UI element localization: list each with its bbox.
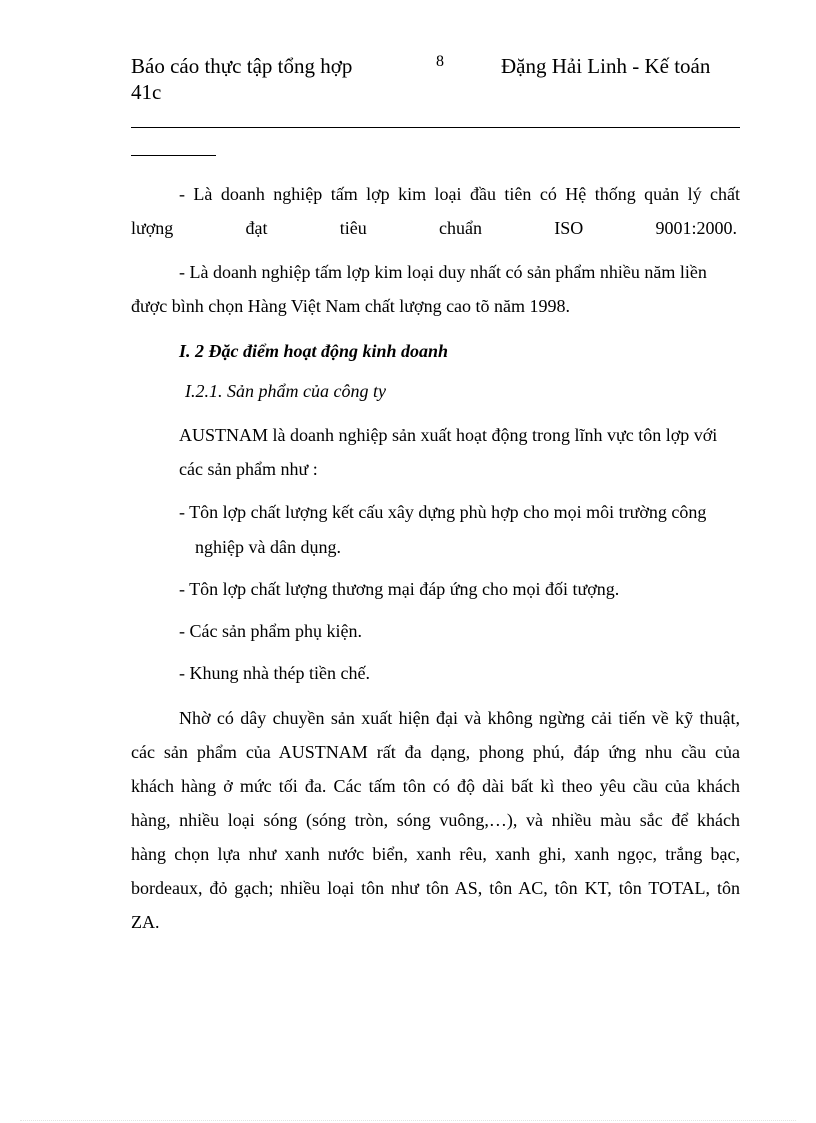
- product-item-2: - Tôn lợp chất lượng thương mại đáp ứng cho mọi đối tượng.: [179, 579, 620, 599]
- product-item-1-line2: nghiệp và dân dụng.: [195, 537, 341, 557]
- section-heading: I. 2 Đặc điểm hoạt động kinh doanh: [179, 341, 449, 361]
- product-item-1-line1: - Tôn lợp chất lượng kết cấu xây dựng phù hợp cho mọi môi trường công: [179, 502, 707, 522]
- header-class-code: 41c: [131, 80, 162, 104]
- header-report-title: Báo cáo thực tập tổng hợp: [131, 54, 353, 78]
- intro-line2: các sản phẩm như :: [179, 459, 318, 479]
- paragraph-line: hàng, nhiều loại sóng (sóng tròn, sóng vuông,…), và nhiều màu sắc để khách: [131, 810, 740, 830]
- header-divider-short: [131, 155, 216, 156]
- page-number: 8: [436, 53, 444, 70]
- paragraph-line: hàng chọn lựa như xanh nước biển, xanh rêu, xanh ghi, xanh ngọc, trắng bạc,: [131, 844, 740, 864]
- paragraph-line: khách hàng ở mức tối đa. Các tấm tôn có độ dài bất kì theo yêu cầu của khách: [131, 776, 740, 796]
- page-bottom-edge: [20, 1120, 796, 1121]
- paragraph-line: ZA.: [131, 912, 160, 932]
- bullet-award-line1: - Là doanh nghiệp tấm lợp kim loại duy nhất có sản phẩm nhiều năm liền: [179, 262, 707, 282]
- intro-line1: AUSTNAM là doanh nghiệp sản xuất hoạt động trong lĩnh vực tôn lợp với: [179, 425, 718, 445]
- product-item-3: - Các sản phẩm phụ kiện.: [179, 621, 362, 641]
- header-author: Đặng Hải Linh - Kế toán: [501, 54, 711, 78]
- paragraph-line: bordeaux, đỏ gạch; nhiều loại tôn như tôn AS, tôn AC, tôn KT, tôn TOTAL, tôn: [131, 878, 740, 898]
- bullet-iso-line1: - Là doanh nghiệp tấm lợp kim loại đầu tiên có Hệ thống quản lý chất: [179, 184, 740, 204]
- bullet-iso-line2: lượng đạt tiêu chuẩn ISO 9001:2000.: [131, 218, 737, 238]
- product-item-4: - Khung nhà thép tiền chế.: [179, 663, 370, 683]
- bullet-award-line2: được bình chọn Hàng Việt Nam chất lượng cao tõ năm 1998.: [131, 296, 571, 316]
- subsection-heading: I.2.1. Sản phẩm của công ty: [185, 381, 386, 401]
- header-divider: [131, 127, 740, 128]
- paragraph-line: Nhờ có dây chuyền sản xuất hiện đại và không ngừng cải tiến về kỹ thuật,: [179, 708, 740, 728]
- paragraph-line: các sản phẩm của AUSTNAM rất đa dạng, phong phú, đáp ứng nhu cầu của: [131, 742, 740, 762]
